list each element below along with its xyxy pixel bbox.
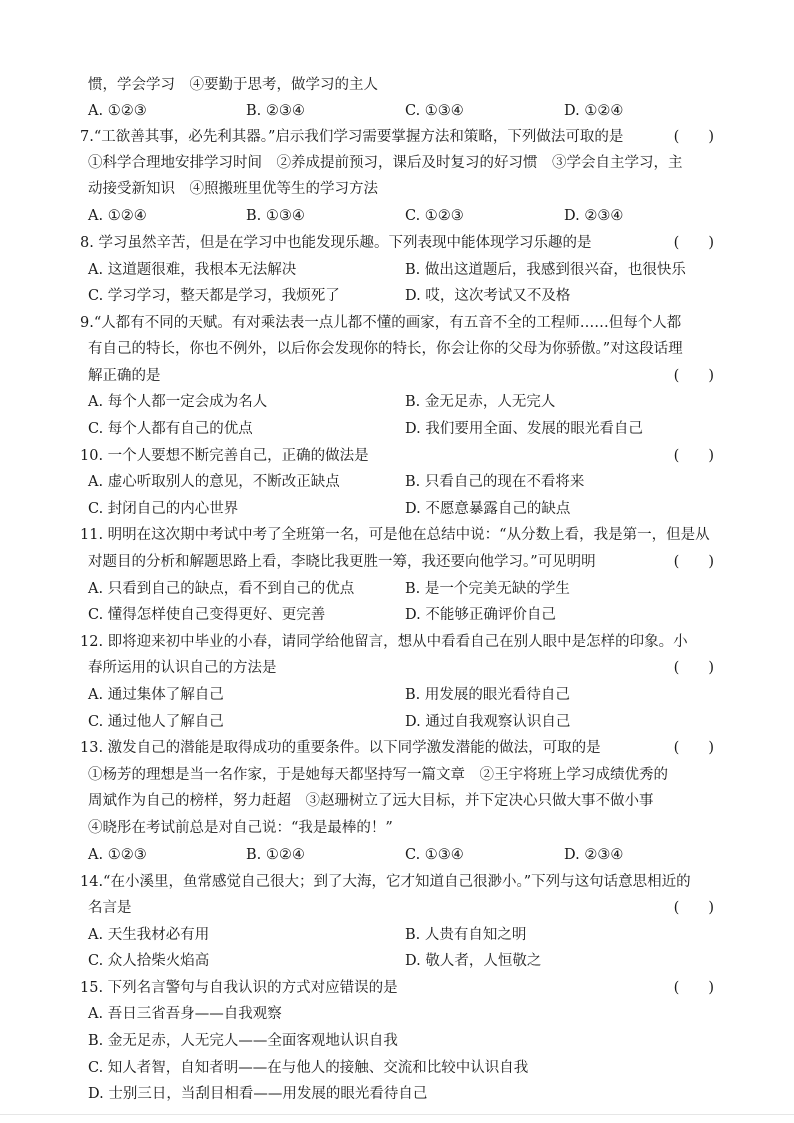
q14-option-c: C. 众人拾柴火焰高 bbox=[88, 953, 210, 969]
question-6-continuation: 惯，学会学习 ④要勤于思考，做学习的主人 bbox=[88, 77, 378, 93]
question-13-stem: 13. 激发自己的潜能是取得成功的重要条件。以下同学激发潜能的做法，可取的是 bbox=[80, 740, 601, 756]
bottom-divider bbox=[0, 1114, 794, 1115]
question-8-stem: 8. 学习虽然辛苦，但是在学习中也能发现乐趣。下列表现中能体现学习乐趣的是 bbox=[80, 235, 592, 251]
q9-option-c: C. 每个人都有自己的优点 bbox=[88, 421, 253, 437]
q9-option-b: B. 金无足赤，人无完人 bbox=[405, 394, 556, 410]
q11-option-b: B. 是一个完美无缺的学生 bbox=[405, 581, 570, 597]
q12-answer-bracket: ( ) bbox=[673, 660, 714, 676]
question-9-line-3: 解正确的是 bbox=[88, 368, 161, 384]
q9-answer-bracket: ( ) bbox=[673, 368, 714, 384]
q10-option-a: A. 虚心听取别人的意见，不断改正缺点 bbox=[88, 474, 340, 490]
question-13-line-3: 周斌作为自己的榜样，努力赶超 ③赵珊树立了远大目标，并下定决心只做大事不做小事 bbox=[88, 793, 654, 809]
q7-option-d: D. ②③④ bbox=[564, 208, 624, 224]
question-9-line-2: 有自己的特长，你也不例外，以后你会发现你的特长，你会让你的父母为你骄傲。”对这段话理 bbox=[88, 341, 683, 357]
question-10-stem: 10. 一个人要想不断完善自己，正确的做法是 bbox=[80, 448, 369, 464]
q7-option-b: B. ①③④ bbox=[246, 208, 305, 224]
q6-option-b: B. ②③④ bbox=[246, 103, 305, 119]
q15-option-a: A. 吾日三省吾身——自我观察 bbox=[88, 1006, 282, 1022]
q10-option-d: D. 不愿意暴露自己的缺点 bbox=[405, 501, 571, 517]
q6-option-c: C. ①③④ bbox=[405, 103, 464, 119]
q8-option-d: D. 哎，这次考试又不及格 bbox=[405, 288, 571, 304]
q12-option-b: B. 用发展的眼光看待自己 bbox=[405, 687, 570, 703]
q11-answer-bracket: ( ) bbox=[673, 554, 714, 570]
q13-answer-bracket: ( ) bbox=[673, 740, 714, 756]
q8-option-a: A. 这道题很难，我根本无法解决 bbox=[88, 262, 297, 278]
q10-option-c: C. 封闭自己的内心世界 bbox=[88, 501, 239, 517]
q10-answer-bracket: ( ) bbox=[673, 448, 714, 464]
question-7-line-2: ①科学合理地安排学习时间 ②养成提前预习，课后及时复习的好习惯 ③学会自主学习，主 bbox=[88, 155, 683, 171]
q12-option-a: A. 通过集体了解自己 bbox=[88, 687, 224, 703]
q14-option-b: B. 人贵有自知之明 bbox=[405, 927, 527, 943]
question-12-stem: 12. 即将迎来初中毕业的小春，请同学给他留言，想从中看看自己在别人眼中是怎样的印象。小 bbox=[80, 634, 688, 650]
question-7-line-3: 动接受新知识 ④照搬班里优等生的学习方法 bbox=[88, 181, 378, 197]
q15-option-b: B. 金无足赤，人无完人——全面客观地认识自我 bbox=[88, 1033, 398, 1049]
q15-option-d: D. 士别三日，当刮目相看——用发展的眼光看待自己 bbox=[88, 1086, 428, 1102]
q7-option-c: C. ①②③ bbox=[405, 208, 464, 224]
q13-option-a: A. ①②③ bbox=[88, 847, 147, 863]
q11-option-c: C. 懂得怎样使自己变得更好、更完善 bbox=[88, 607, 326, 623]
question-11-line-2: 对题目的分析和解题思路上看，李晓比我更胜一筹，我还要向他学习。”可见明明 bbox=[88, 554, 596, 570]
q11-option-d: D. 不能够正确评价自己 bbox=[405, 607, 556, 623]
q12-option-d: D. 通过自我观察认识自己 bbox=[405, 714, 571, 730]
q8-option-c: C. 学习学习，整天都是学习，我烦死了 bbox=[88, 288, 340, 304]
q6-option-d: D. ①②④ bbox=[564, 103, 624, 119]
q9-option-a: A. 每个人都一定会成为名人 bbox=[88, 394, 268, 410]
q14-answer-bracket: ( ) bbox=[673, 900, 714, 916]
q7-option-a: A. ①②④ bbox=[88, 208, 147, 224]
q15-answer-bracket: ( ) bbox=[673, 980, 714, 996]
q7-answer-bracket: ( ) bbox=[673, 129, 714, 145]
q13-option-b: B. ①②④ bbox=[246, 847, 305, 863]
q6-option-a: A. ①②③ bbox=[88, 103, 147, 119]
question-12-line-2: 春所运用的认识自己的方法是 bbox=[88, 660, 277, 676]
q14-option-d: D. 敬人者，人恒敬之 bbox=[405, 953, 542, 969]
q12-option-c: C. 通过他人了解自己 bbox=[88, 714, 224, 730]
q13-option-c: C. ①③④ bbox=[405, 847, 464, 863]
question-9-stem: 9.“人都有不同的天赋。有对乘法表一点儿都不懂的画家，有五音不全的工程师……但每个人都 bbox=[80, 315, 682, 331]
question-15-stem: 15. 下列名言警句与自我认识的方式对应错误的是 bbox=[80, 980, 398, 996]
q9-option-d: D. 我们要用全面、发展的眼光看自己 bbox=[405, 421, 643, 437]
q11-option-a: A. 只看到自己的缺点，看不到自己的优点 bbox=[88, 581, 355, 597]
question-14-line-2: 名言是 bbox=[88, 900, 132, 916]
q15-option-c: C. 知人者智，自知者明——在与他人的接触、交流和比较中认识自我 bbox=[88, 1060, 529, 1076]
q14-option-a: A. 天生我材必有用 bbox=[88, 927, 210, 943]
q10-option-b: B. 只看自己的现在不看将来 bbox=[405, 474, 585, 490]
question-13-line-2: ①杨芳的理想是当一名作家，于是她每天都坚持写一篇文章 ②王宇将班上学习成绩优秀的 bbox=[88, 767, 668, 783]
question-11-stem: 11. 明明在这次期中考试中考了全班第一名，可是他在总结中说：“从分数上看，我是第一，但是从 bbox=[80, 527, 710, 543]
question-14-stem: 14.“在小溪里，鱼常感觉自己很大；到了大海，它才知道自己很渺小。”下列与这句话意思相近的 bbox=[80, 874, 691, 890]
question-13-line-4: ④晓彤在考试前总是对自己说：“我是最棒的！” bbox=[88, 820, 393, 836]
q8-option-b: B. 做出这道题后，我感到很兴奋，也很快乐 bbox=[405, 262, 686, 278]
q13-option-d: D. ②③④ bbox=[564, 847, 624, 863]
q8-answer-bracket: ( ) bbox=[673, 235, 714, 251]
question-7-stem: 7.“工欲善其事，必先利其器。”启示我们学习需要掌握方法和策略，下列做法可取的是 bbox=[80, 129, 624, 145]
